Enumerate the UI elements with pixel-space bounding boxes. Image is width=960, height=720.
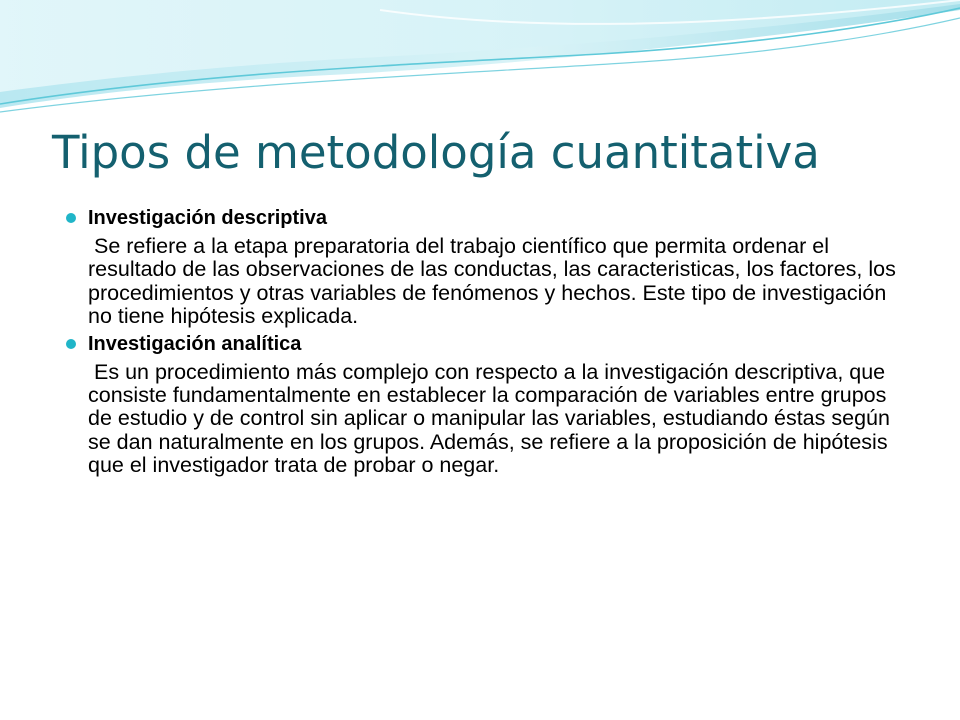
- item-description: Se refiere a la etapa preparatoria del trabajo científico que permita ordenar el resultado de las observaciones de las conductas, las caracteristicas, los factores, los procedimientos y otras variables de fenómenos y hechos. Este tipo de investigación no tiene hipótesis explicada.: [88, 234, 896, 329]
- bullet-icon: [66, 213, 76, 223]
- bullet-icon: [66, 339, 76, 349]
- item-heading: [66, 331, 916, 357]
- item-heading-text: Investigación analítica: [88, 332, 302, 355]
- list-item: [66, 331, 916, 478]
- item-description: Es un procedimiento más complejo con respecto a la investigación descriptiva, que consiste fundamentalmente en establecer la comparación de variables entre grupos de estudio y de control sin aplicar o manipular las variables, estudiando éstas según se dan naturalmente en los grupos. Además, se refiere a la proposición de hipótesis que el investigador trata de probar o negar.: [88, 359, 890, 478]
- slide-title: Tipos de metodología cuantitativa: [52, 126, 820, 179]
- list-item: [66, 205, 916, 329]
- decorative-wave-header: [0, 0, 960, 130]
- item-heading: [66, 205, 916, 231]
- item-heading-text: Investigación descriptiva: [88, 207, 327, 229]
- slide-content: [66, 205, 916, 480]
